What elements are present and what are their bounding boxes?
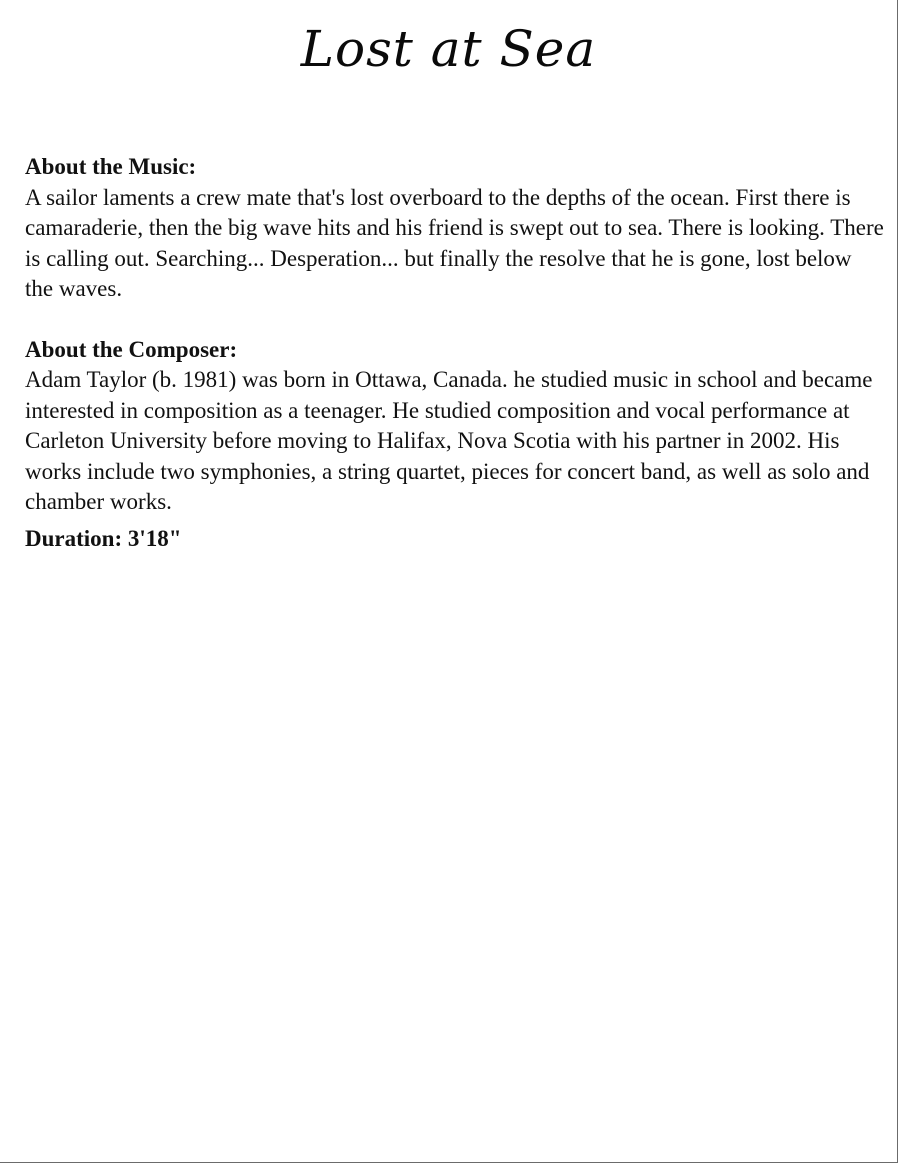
about-composer-heading: About the Composer: — [25, 336, 238, 362]
page-title: Lost at Sea — [300, 20, 597, 78]
document-content — [25, 152, 885, 554]
about-composer-text: Adam Taylor (b. 1981) was born in Ottawa, Canada. he studied music in school and became interested in composition as a teenager. He studied composition and vocal performance at Carleton University before moving to Halifax, Nova Scotia with his partner in 2002. His works include two symphonies, a string quartet, pieces for concert band, as well as solo and chamber works. — [25, 367, 873, 514]
about-music-heading: About the Music: — [25, 154, 197, 179]
duration-label: Duration: 3'18" — [25, 525, 182, 551]
about-composer-section — [25, 335, 885, 518]
about-music-text: A sailor laments a crew mate that's lost overboard to the depths of the ocean. First there is camaraderie, then the big wave hits and his friend is swept out to sea. There is looking. There is calling out. Searching... Desperation... but finally the resolve that he is gone, lost below the waves. — [25, 184, 884, 301]
about-music-section — [25, 152, 885, 305]
